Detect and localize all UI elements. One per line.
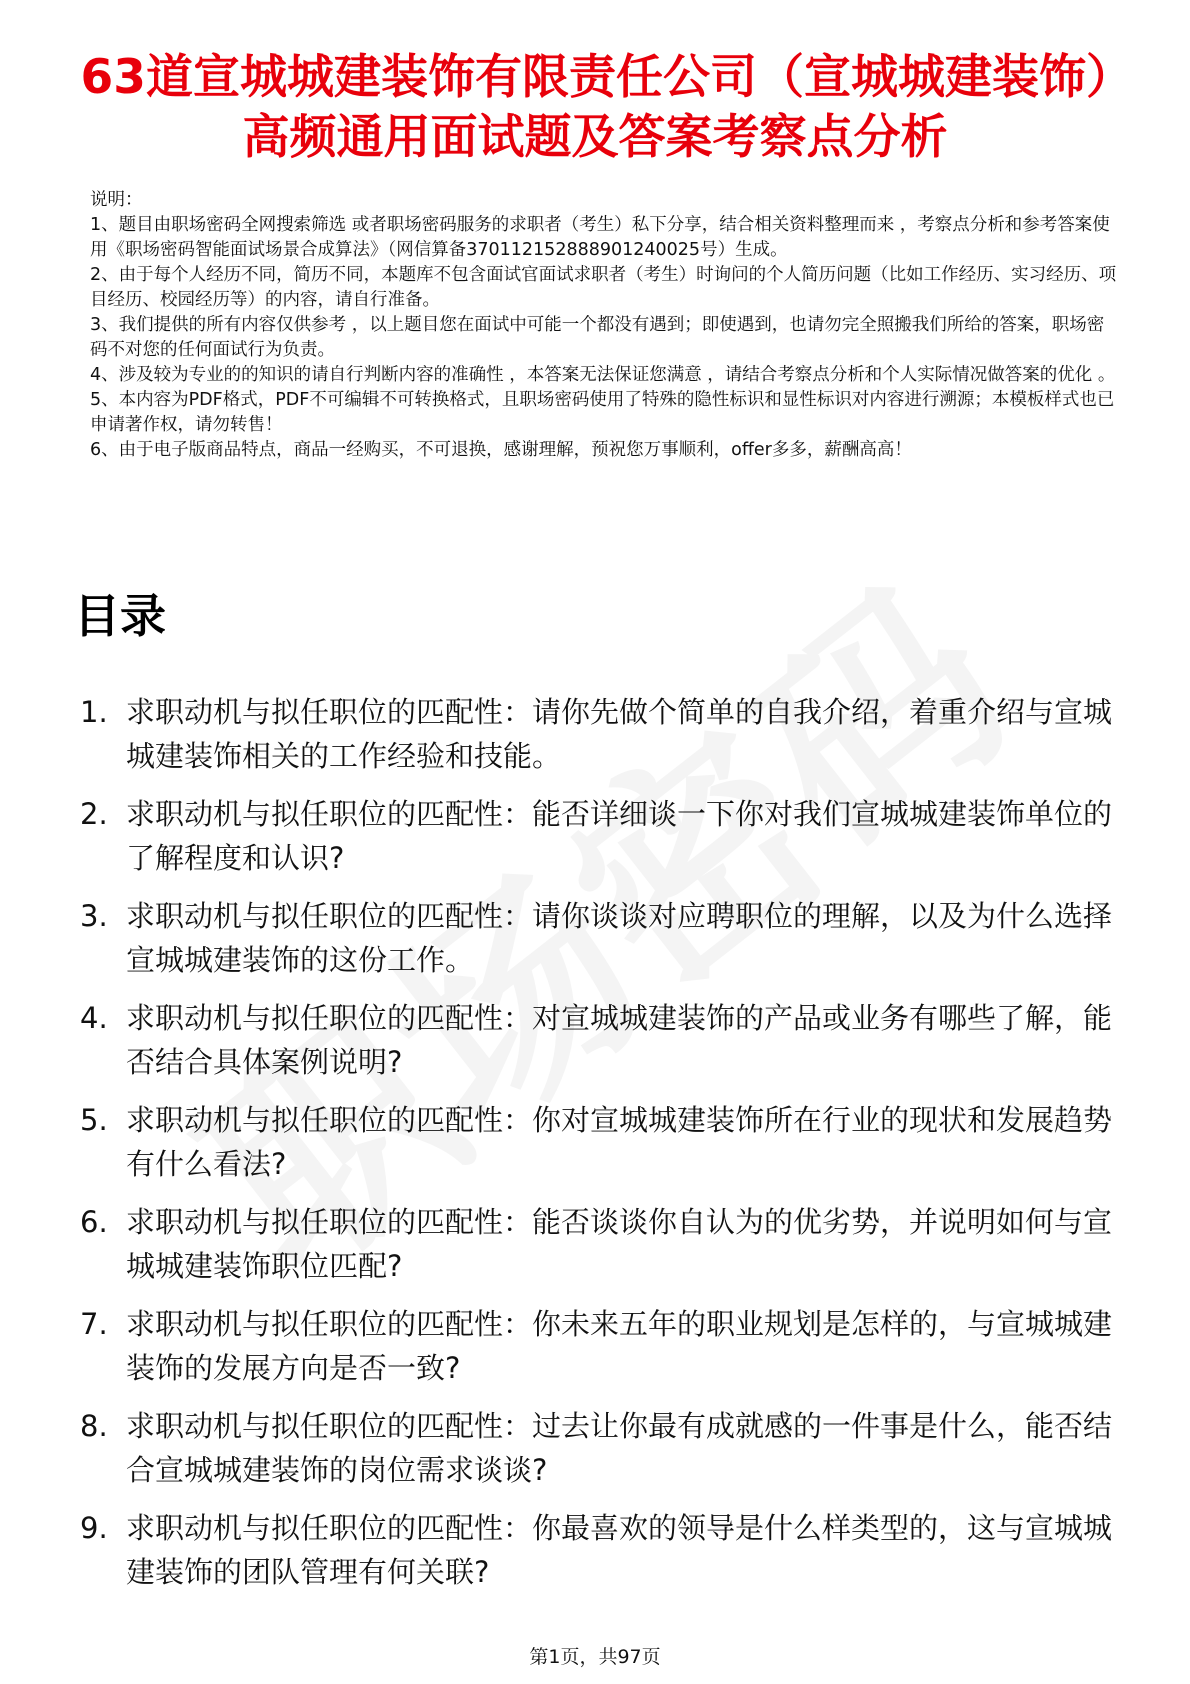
toc-item-number: 2. — [80, 797, 108, 831]
toc-item-number: 3. — [80, 899, 108, 933]
toc-item-number: 5. — [80, 1103, 108, 1137]
toc-item-number: 1. — [80, 695, 108, 729]
toc-item[interactable] — [74, 894, 1114, 982]
toc-item-text: 求职动机与拟任职位的匹配性：过去让你最有成就感的一件事是什么，能否结合宣城城建装饰的岗位需求谈谈? — [126, 1409, 1113, 1487]
toc-item[interactable] — [74, 1098, 1114, 1186]
note-item: 5、本内容为PDF格式，PDF不可编辑不可转换格式，且职场密码使用了特殊的隐性标识和显性标识对内容进行溯源；本模板样式也已申请著作权，请勿转售！ — [90, 390, 1115, 435]
page-footer: 第1页，共97页 — [529, 1646, 661, 1668]
note-item: 4、涉及较为专业的的知识的请自行判断内容的准确性 ，本答案无法保证您满意 ，请结合考察点分析和个人实际情况做答案的优化 。 — [90, 365, 1116, 385]
toc-item[interactable] — [74, 996, 1114, 1084]
note-item: 1、题目由职场密码全网搜索筛选 或者职场密码服务的求职者（考生）私下分享，结合相关资料整理而来 ，考察点分析和参考答案使用《职场密码智能面试场景合成算法》（网信算备370112152888901240025号）生成。 — [90, 215, 1110, 260]
toc-item-number: 4. — [80, 1001, 108, 1035]
toc-item-text: 求职动机与拟任职位的匹配性：你未来五年的职业规划是怎样的，与宣城城建装饰的发展方向是否一致? — [126, 1307, 1113, 1385]
toc-item[interactable] — [74, 1302, 1114, 1390]
toc-item-text: 求职动机与拟任职位的匹配性：请你谈谈对应聘职位的理解，以及为什么选择宣城城建装饰的这份工作。 — [126, 899, 1113, 977]
notes-header: 说明： — [90, 190, 143, 210]
toc-item[interactable] — [74, 1506, 1114, 1594]
toc-list — [74, 690, 1114, 1608]
toc-item[interactable] — [74, 792, 1114, 880]
toc-item-number: 6. — [80, 1205, 108, 1239]
toc-heading: 目录 — [74, 589, 166, 643]
note-item: 2、由于每个人经历不同，简历不同，本题库不包含面试官面试求职者（考生）时询问的个人简历问题（比如工作经历、实习经历、项目经历、校园经历等）的内容，请自行准备。 — [90, 265, 1117, 310]
toc-item-text: 求职动机与拟任职位的匹配性：对宣城城建装饰的产品或业务有哪些了解，能否结合具体案例说明? — [126, 1001, 1113, 1079]
document-title: 63道宣城城建装饰有限责任公司（宣城城建装饰）高频通用面试题及答案考察点分析 — [80, 50, 1110, 165]
note-item: 6、由于电子版商品特点，商品一经购买，不可退换，感谢理解，预祝您万事顺利，offer多多，薪酬高高！ — [90, 440, 912, 460]
toc-item-text: 求职动机与拟任职位的匹配性：你对宣城城建装饰所在行业的现状和发展趋势有什么看法? — [126, 1103, 1113, 1181]
toc-item-number: 7. — [80, 1307, 108, 1341]
toc-item[interactable] — [74, 1200, 1114, 1288]
toc-item-number: 8. — [80, 1409, 108, 1443]
toc-item[interactable] — [74, 1404, 1114, 1492]
toc-item-number: 9. — [80, 1511, 108, 1545]
toc-item-text: 求职动机与拟任职位的匹配性：你最喜欢的领导是什么样类型的，这与宣城城建装饰的团队管理有何关联? — [126, 1511, 1113, 1589]
toc-item-text: 求职动机与拟任职位的匹配性：能否谈谈你自认为的优劣势，并说明如何与宣城城建装饰职位匹配? — [126, 1205, 1113, 1283]
toc-item-text: 求职动机与拟任职位的匹配性：能否详细谈一下你对我们宣城城建装饰单位的了解程度和认识? — [126, 797, 1113, 875]
toc-item[interactable] — [74, 690, 1114, 778]
toc-item-text: 求职动机与拟任职位的匹配性：请你先做个简单的自我介绍，着重介绍与宣城城建装饰相关的工作经验和技能。 — [126, 695, 1113, 773]
notes-section — [90, 188, 1120, 463]
note-item: 3、我们提供的所有内容仅供参考 ，以上题目您在面试中可能一个都没有遇到；即使遇到，也请勿完全照搬我们所给的答案，职场密码不对您的任何面试行为负责。 — [90, 315, 1105, 360]
